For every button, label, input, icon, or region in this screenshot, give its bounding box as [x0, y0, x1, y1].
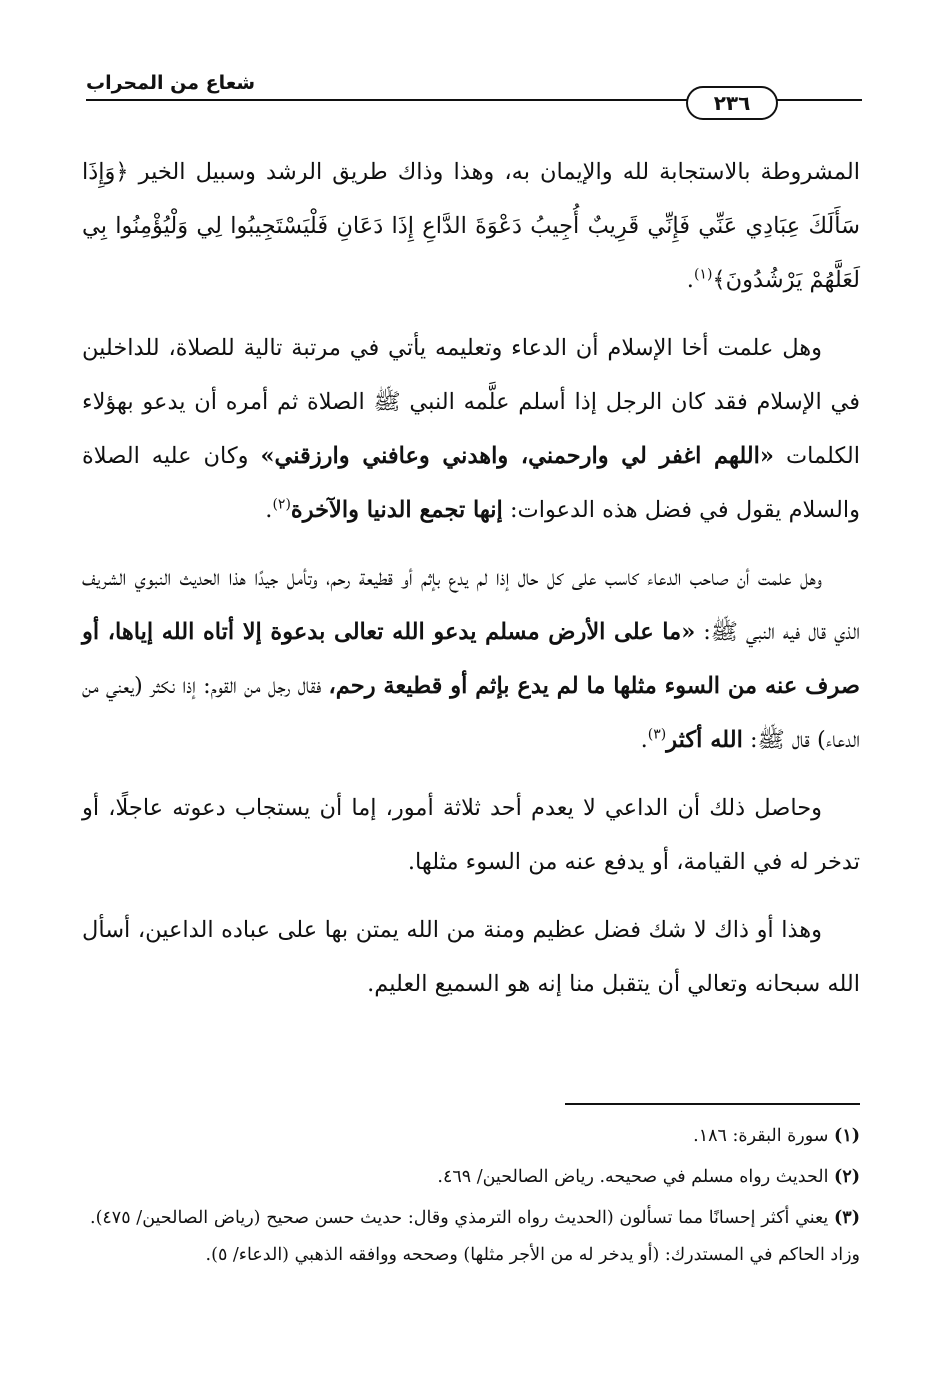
footnote-ref-3: (٣): [647, 726, 667, 743]
page-number: ٢٣٦: [686, 86, 778, 120]
hadith-text: «ما على الأرض مسلم يدعو الله تعالى بدعوة إلا أتاه الله إياها، أو صرف عنه من السوء مثلها ما لم يدع بإثم أو قطيعة رحم،: [82, 619, 860, 699]
footnotes: [90, 1118, 860, 1278]
paragraph-1-end: .: [686, 267, 694, 293]
paragraph-2-text: وهل علمت أخا الإسلام أن الدعاء وتعليمه يأتي في مرتبة تالية للصلاة، للداخلين في الإسلام فقد كان الرجل إذا أسلم علَّمه النبي ﷺ الصلاة ثم أمره أن يدعو بهؤلاء الكلمات: [82, 335, 860, 469]
footnote-ref-2: (٢): [272, 496, 291, 513]
paragraph-4-text: وحاصل ذلك أن الداعي لا يعدم أحد ثلاثة أمور، إما أن يستجاب دعوته عاجلًا، أو تدخر له في القيامة، أو يدفع عنه من السوء مثلها.: [82, 795, 860, 875]
paragraph-2-end: .: [265, 497, 273, 523]
footnote-ref-1: (١): [693, 266, 713, 283]
footnote-1: [90, 1118, 860, 1155]
paragraph-2-text-2: وكان عليه الصلاة والسلام يقول في فضل هذه الدعوات:: [82, 443, 860, 523]
footnote-3: [90, 1200, 860, 1274]
paragraph-3-text-2: فقال رجل من القوم: إذا نكثر (يعني من الدعاء) قال ﷺ:: [82, 673, 860, 753]
hadith-phrase: إنها تجمع الدنيا والآخرة: [290, 497, 503, 523]
paragraph-3: [82, 551, 860, 767]
quran-verse: ﴿وَإِذَا سَأَلَكَ عِبَادِي عَنِّي فَإِنِّي قَرِيبٌ أُجِيبُ دَعْوَةَ الدَّاعِ إِذَا دَعَانِ فَلْيَسْتَجِيبُوا لِي وَلْيُؤْمِنُوا بِي لَعَلَّهُمْ يَرْشُدُونَ﴾: [82, 159, 860, 293]
footnote-text: سورة البقرة: ١٨٦.: [693, 1126, 829, 1146]
footnote-text: يعني أكثر إحسانًا مما تسألون (الحديث رواه الترمذي وقال: حديث حسن صحيح (رياض الصالحين/ ٤٧٥). وزاد الحاكم في المستدرك: (أو يدخر له من الأجر مثلها) وصححه ووافقه الذهبي (الدعاء/ ٥).: [90, 1208, 860, 1265]
paragraph-3-end: .: [640, 727, 648, 753]
footnote-rule: [565, 1103, 860, 1105]
paragraph-5-text: وهذا أو ذاك لا شك فضل عظيم ومنة من الله يمتن بها على عباده الداعين، أسأل الله سبحانه وتعالي أن يتقبل منا إنه هو السميع العليم.: [82, 917, 860, 997]
footnote-marker: (٣): [834, 1208, 860, 1228]
hadith-answer: الله أكثر: [666, 727, 743, 753]
footnote-text: الحديث رواه مسلم في صحيحه. رياض الصالحين/ ٤٦٩.: [437, 1167, 829, 1187]
dua-text: «اللهم اغفر لي وارحمني، واهدني وعافني وارزقني»: [260, 443, 774, 469]
paragraph-3-text: وهل علمت أن صاحب الدعاء كاسب على كل حال إذا لم يدع بإثم أو قطيعة رحم، وتأمل جيدًا هذا الحديث النبوي الشريف الذي قال فيه النبي ﷺ:: [82, 565, 861, 645]
paragraph-1: [82, 145, 860, 307]
footnote-2: [90, 1159, 860, 1196]
paragraph-1-text: المشروطة بالاستجابة لله والإيمان به، وهذا وذاك طريق الرشد وسبيل الخير: [128, 159, 860, 185]
body-text: [82, 145, 860, 1025]
paragraph-2: [82, 321, 860, 537]
footnote-marker: (١): [834, 1126, 860, 1146]
running-title: شعاع من المحراب: [86, 72, 256, 94]
paragraph-4: [82, 781, 860, 889]
paragraph-5: [82, 903, 860, 1011]
footnote-marker: (٢): [834, 1167, 860, 1187]
